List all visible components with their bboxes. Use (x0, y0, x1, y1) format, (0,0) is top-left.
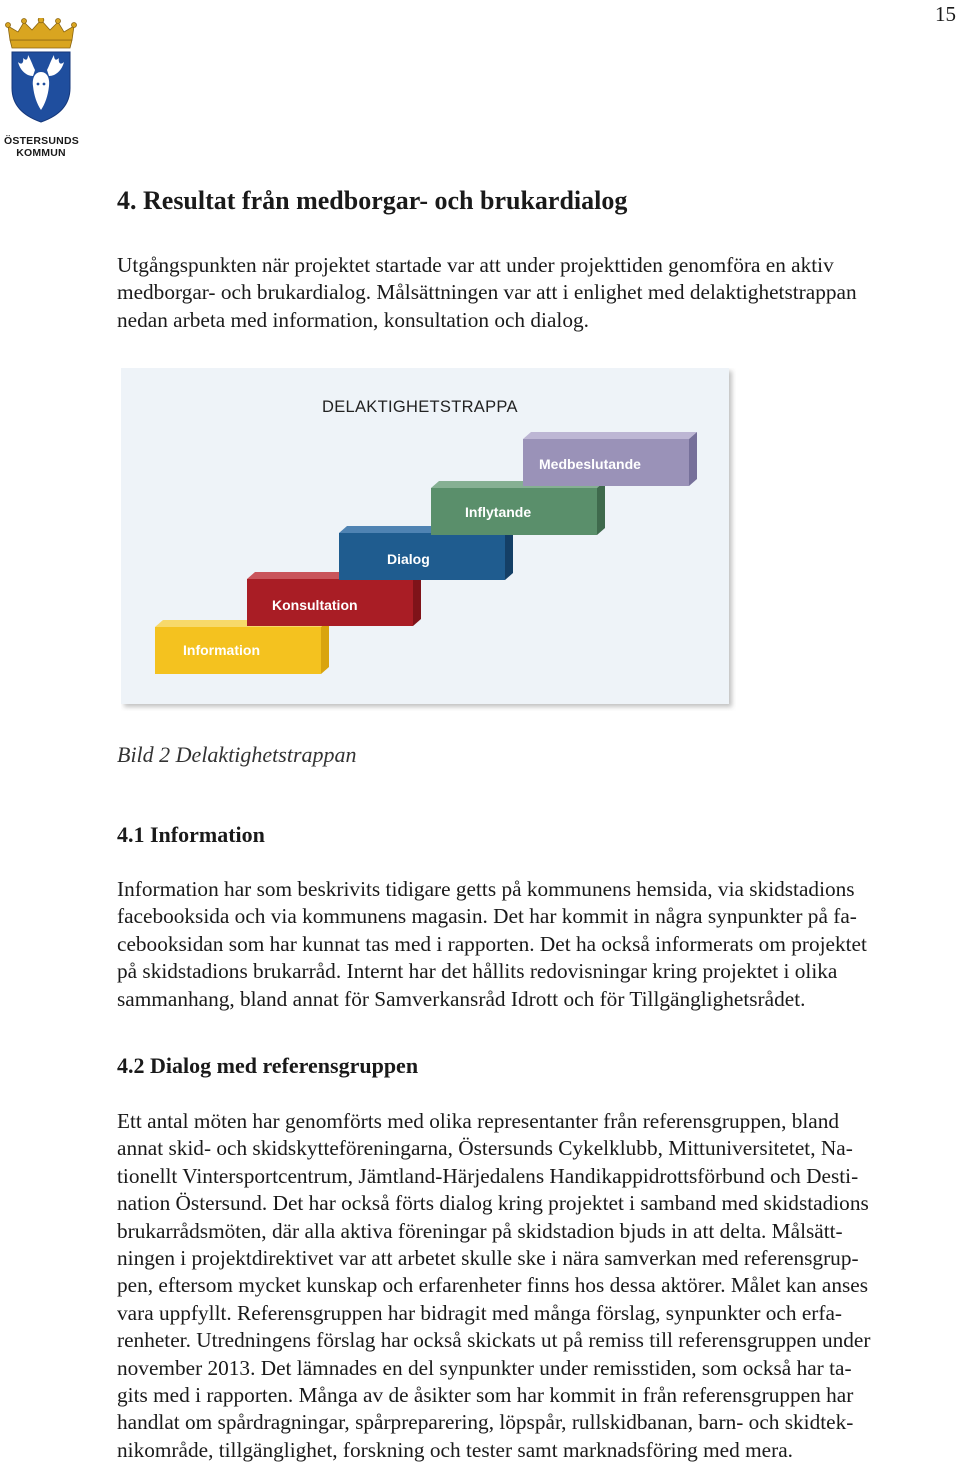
page-number: 15 (935, 2, 956, 26)
body-line: nikområde, tillgänglighet, forskning och tester samt marknadsföring med mera. (117, 1437, 793, 1462)
body-line: brukarrådsmöten, där alla aktiva föreningar på skidstadion bjuds in att delta. Målsätt- (117, 1218, 843, 1243)
section-4-2-body (117, 1108, 956, 1464)
body-line: gits med i rapporten. Många av de åsikter som har kommit in från referensgruppen har (117, 1383, 854, 1408)
body-line: pen, eftersom mycket kunskap och erfarenheter finns hos dessa aktörer. Målet kan anses (117, 1273, 869, 1298)
figure-title: DELAKTIGHETSTRAPPA (322, 398, 518, 416)
intro-line: nedan arbeta med information, konsultation och dialog. (117, 307, 589, 332)
step-information (155, 620, 329, 674)
logo-text-line2: KOMMUN (16, 147, 66, 159)
participation-ladder-figure (121, 368, 736, 711)
step-label-inflytande: Inflytande (465, 504, 532, 520)
section-4-1-heading: 4.1 Information (117, 822, 265, 847)
section-4-heading: 4. Resultat från medborgar- och brukardialog (117, 186, 628, 215)
body-line: handlat om spårdragningar, spårpreparering, löpspår, rullskidbanan, barn- och skidtek- (117, 1410, 854, 1435)
body-line: facebooksida och via kommunens magasin. Det har kommit in några synpunkter på fa- (117, 904, 857, 929)
step-label-konsultation: Konsultation (272, 597, 358, 613)
section-4-intro (117, 252, 956, 334)
body-line: Information har som beskrivits tidigare getts på kommunens hemsida, via skidstadions (117, 877, 855, 901)
figure-caption: Bild 2 Delaktighetstrappan (117, 742, 357, 767)
body-line: Ett antal möten har genomförts med olika representanter från referensgruppen, bland (117, 1109, 840, 1133)
municipality-logo (4, 18, 78, 159)
body-line: annat skid- och skidskytteföreningarna, Östersunds Cykelklubb, Mittuniversitetet, Na- (117, 1136, 853, 1161)
step-label-information: Information (183, 642, 260, 658)
body-line: ningen i projektdirektivet var att arbetet skulle ske i nära samverkan med referensgrup- (117, 1246, 859, 1271)
body-line: sammanhang, bland annat för Samverkansråd Idrott och för Tillgänglighetsrådet. (117, 986, 806, 1011)
step-label-medbeslutande: Medbeslutande (539, 456, 641, 472)
step-medbeslutande (523, 432, 697, 486)
participation-ladder-diagram (121, 368, 736, 711)
logo-text-line1: ÖSTERSUNDS (4, 135, 79, 147)
body-line: nation Östersund. Det har också förts dialog kring projektet i samband med skidstadions (117, 1191, 869, 1216)
step-konsultation (247, 572, 421, 626)
step-label-dialog: Dialog (387, 551, 430, 567)
body-line: cebooksidan som har kunnat tas med i rapporten. Det ha också informerats om projektet (117, 931, 867, 956)
body-line: november 2013. Det lämnades en del synpunkter under remisstiden, som också har ta- (117, 1355, 852, 1380)
intro-line: Utgångspunkten när projektet startade var att under projekttiden genomföra en aktiv (117, 253, 834, 277)
body-line: vara uppfyllt. Referensgruppen har bidragit med många förslag, synpunkter och erfa- (117, 1300, 843, 1325)
section-4-1-body (117, 876, 956, 1013)
intro-line: medborgar- och brukardialog. Målsättningen var att i enlighet med delaktighetstrappan (117, 280, 857, 305)
body-line: renheter. Utredningens förslag har också skickats ut på remiss till referensgruppen under (117, 1328, 871, 1353)
coat-of-arms-icon (4, 18, 78, 130)
step-inflytande (431, 481, 605, 535)
body-line: tionellt Vintersportcentrum, Jämtland-Härjedalens Handikappidrottsförbund och Desti- (117, 1163, 859, 1188)
body-line: på skidstadions brukarråd. Internt har det hållits redovisningar kring projektet i olika (117, 959, 838, 984)
section-4-2-heading: 4.2 Dialog med referensgruppen (117, 1053, 419, 1078)
